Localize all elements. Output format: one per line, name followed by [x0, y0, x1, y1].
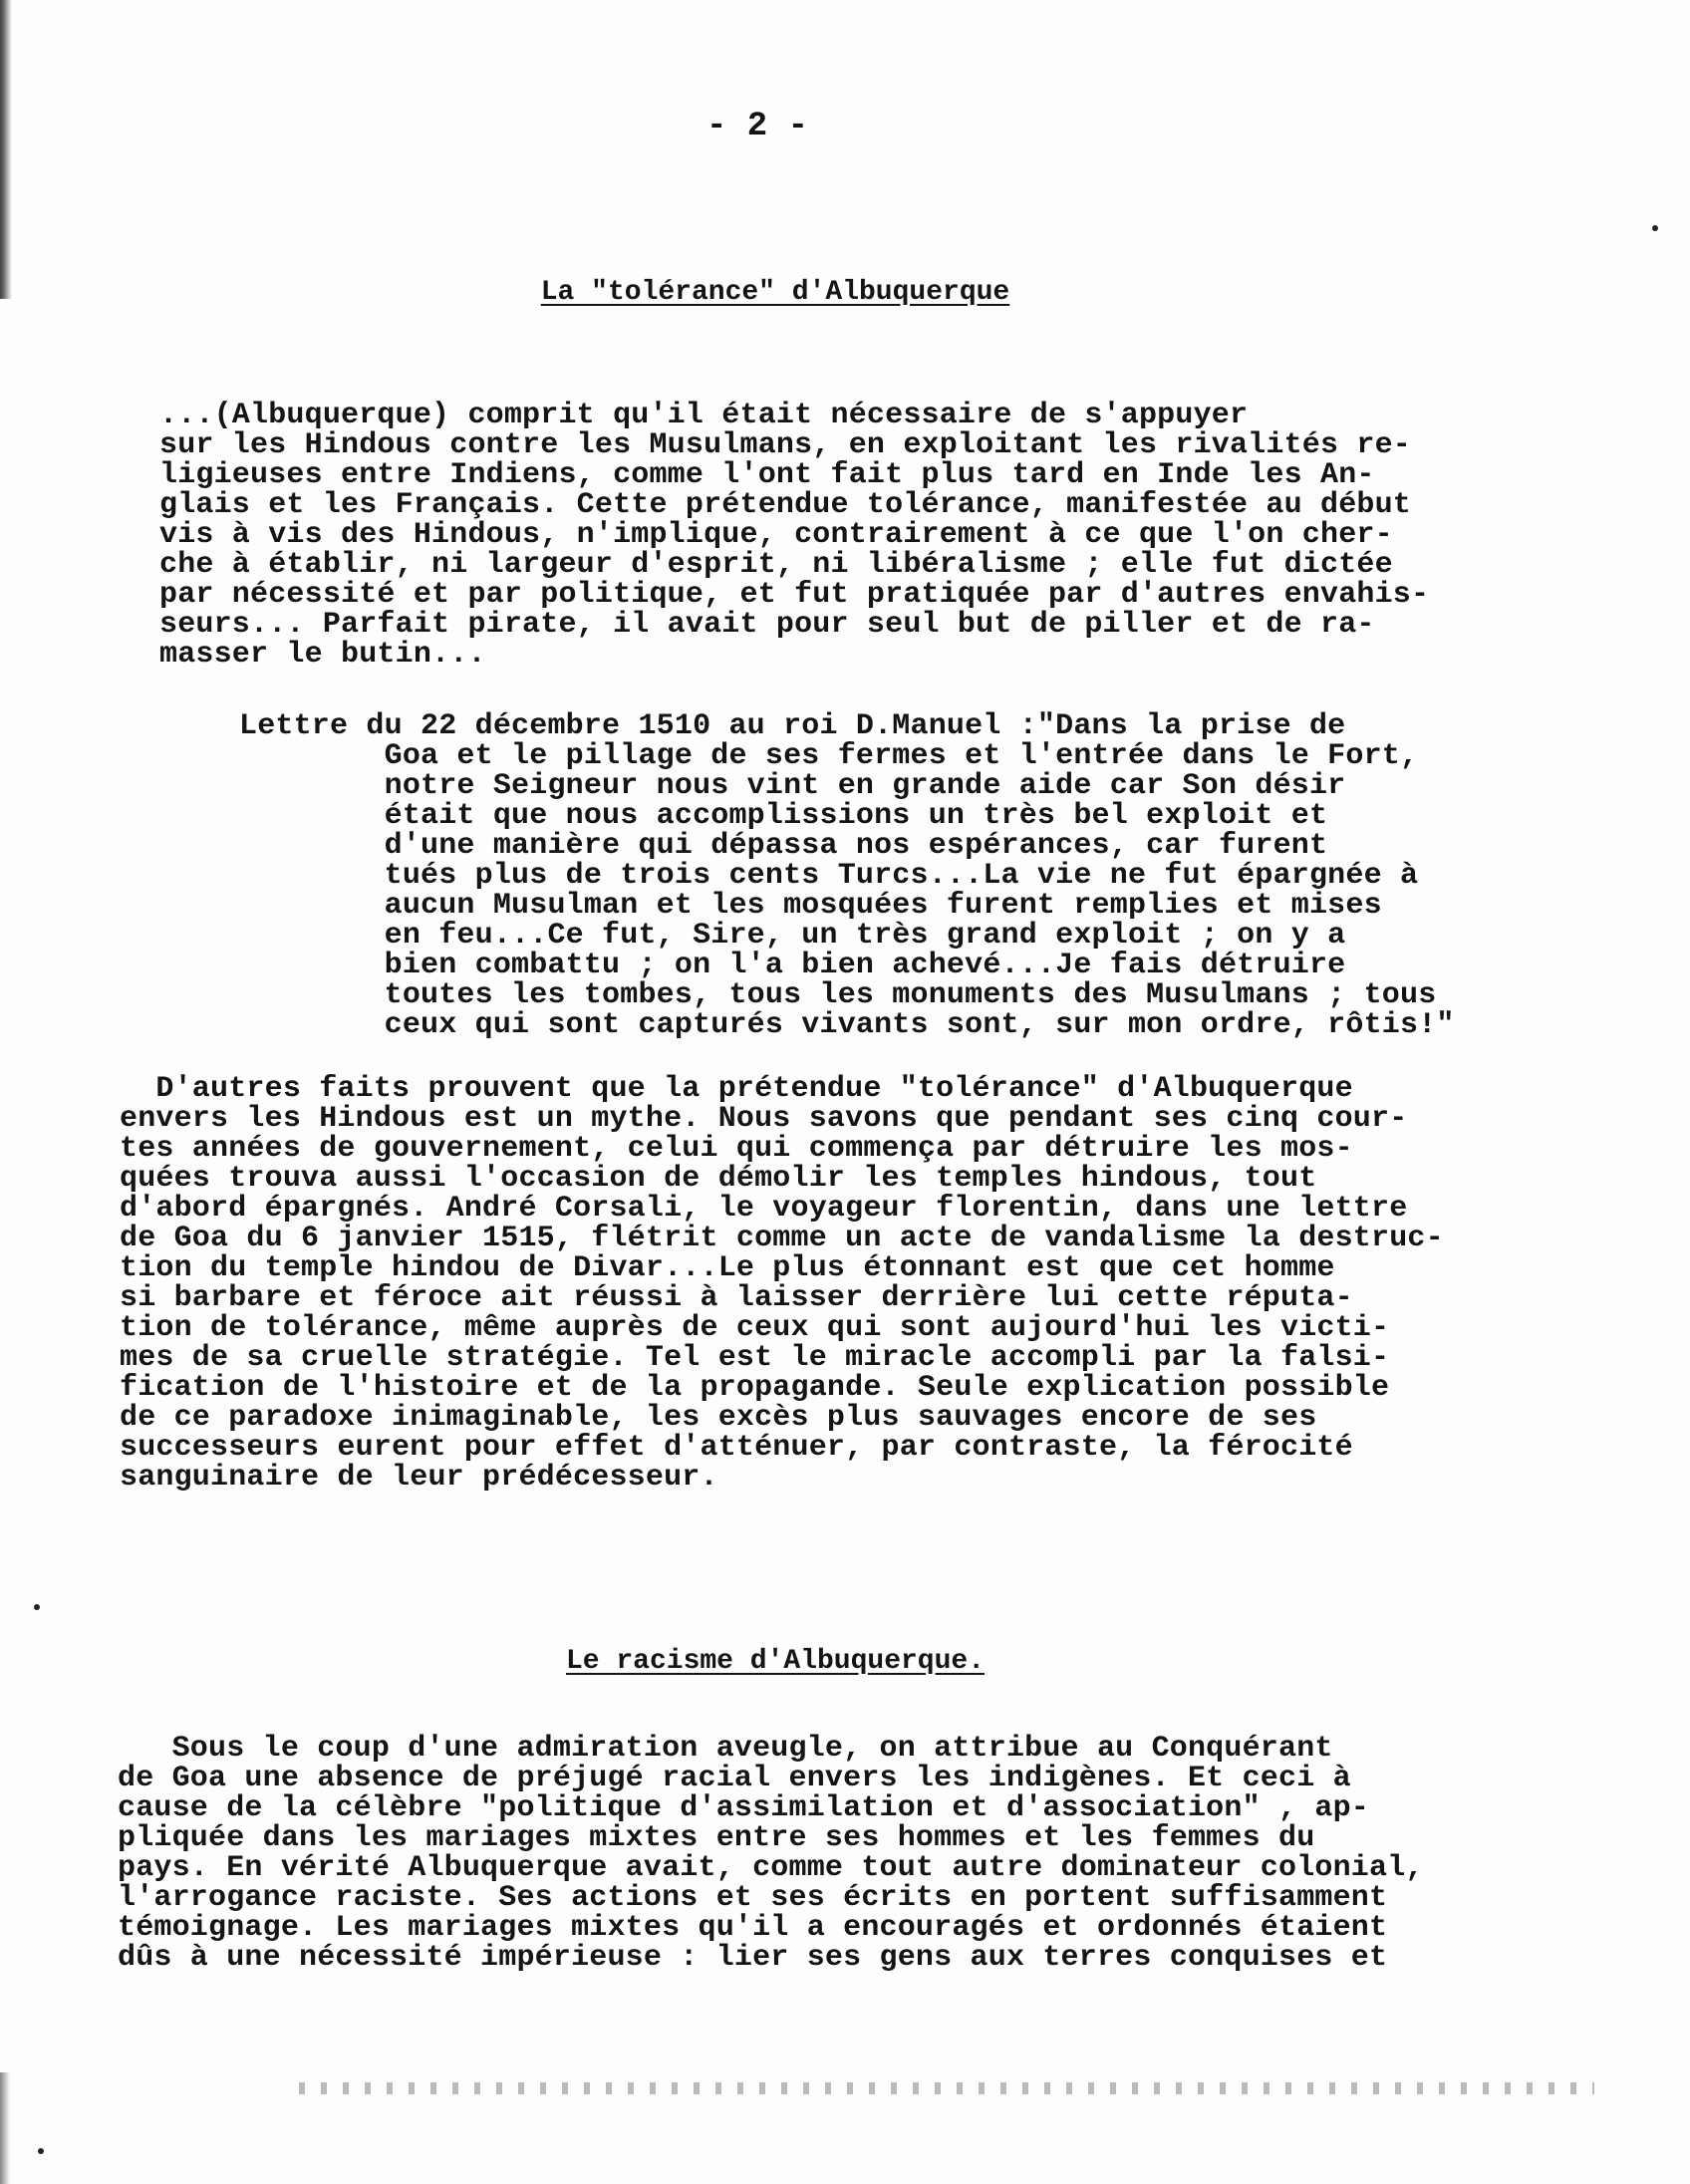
- scan-edge-mark: [0, 0, 18, 299]
- section-heading-tolerance: [0, 277, 1690, 308]
- quoted-letter: Lettre du 22 décembre 1510 au roi D.Manuel :"Dans la prise de Goa et le pillage de ses fermes et l'entrée dans le Fort, notre Seigneur nous vint en grande aide car Son désir était que nous accomplissions un très bel exploit et d'une manière qui dépassa nos espérances, car furent tués plus de trois cents Turcs...La vie ne fut épargnée à aucun Musulman et les mosquées furent remplies et mises en feu...Ce fut, Sire, un très grand exploit ; on y a bien combattu ; on l'a bien achevé...Je fais détruire toutes les tombes, tous les monuments des Musulmans ; tous ceux qui sont capturés vivants sont, sur mon ordre, rôtis!": [239, 709, 1455, 1042]
- scan-footer-smudge: [299, 2082, 1594, 2094]
- section-heading-tolerance-text: La "tolérance" d'Albuquerque: [540, 277, 1010, 308]
- scan-speck: [34, 1604, 40, 1610]
- paragraph-tolerance-myth: D'autres faits prouvent que la prétendue "tolérance" d'Albuquerque envers les Hindous est un mythe. Nous savons que pendant ses cinq cour- tes années de gouvernement, celui qui commença par détruire les mos- quées trouva aussi l'occasion de démolir les temples hindous, tout d'abord épargnés. André Corsali, le voyageur florentin, dans une lettre de Goa du 6 janvier 1515, flétrit comme un acte de vandalisme la destruc- tion du temple hindou de Divar...Le plus étonnant est que cet homme si barbare et féroce ait réussi à laisser derrière lui cette réputa- tion de tolérance, même auprès de ceux qui sont aujourd'hui les victi- mes de sa cruelle stratégie. Tel est le miracle accompli par la falsi- fication de l'histoire et de la propagande. Seule explication possible de ce paradoxe inimaginable, les excès plus sauvages encore de ses successeurs eurent pour effet d'atténuer, par contraste, la férocité sanguinaire de leur prédécesseur.: [120, 1072, 1444, 1495]
- section-heading-racism-text: Le racisme d'Albuquerque.: [565, 1646, 986, 1677]
- paragraph-tolerance-intro: ...(Albuquerque) comprit qu'il était nécessaire de s'appuyer sur les Hindous contre les Musulmans, en exploitant les rivalités re- ligieuses entre Indiens, comme l'ont fait plus tard en Inde les An- glais et les Français. Cette prétendue tolérance, manifestée au début vis à vis des Hindous, n'implique, contrairement à ce que l'on cher- che à établir, ni largeur d'esprit, ni libéralisme ; elle fut dictée par nécessité et par politique, et fut pratiquée par d'autres envahis- seurs... Parfait pirate, il avait pour seul but de piller et de ra- masser le butin...: [159, 399, 1430, 672]
- scan-speck: [38, 2148, 44, 2154]
- scan-speck: [1652, 225, 1658, 231]
- page-number: - 2 -: [705, 108, 809, 145]
- scan-edge-mark-bottom: [0, 2072, 10, 2184]
- paragraph-racism: Sous le coup d'une admiration aveugle, on attribue au Conquérant de Goa une absence de préjugé racial envers les indigènes. Et ceci à cause de la célèbre "politique d'assimilation et d'association" , ap- pliquée dans les mariages mixtes entre ses hommes et les femmes du pays. En vérité Albuquerque avait, comme tout autre dominateur colonial, l'arrogance raciste. Ses actions et ses écrits en portent suffisamment témoignage. Les mariages mixtes qu'il a encouragés et ordonnés étaient dûs à une nécessité impérieuse : lier ses gens aux terres conquises et: [118, 1732, 1424, 1975]
- section-heading-racism: [0, 1646, 1690, 1677]
